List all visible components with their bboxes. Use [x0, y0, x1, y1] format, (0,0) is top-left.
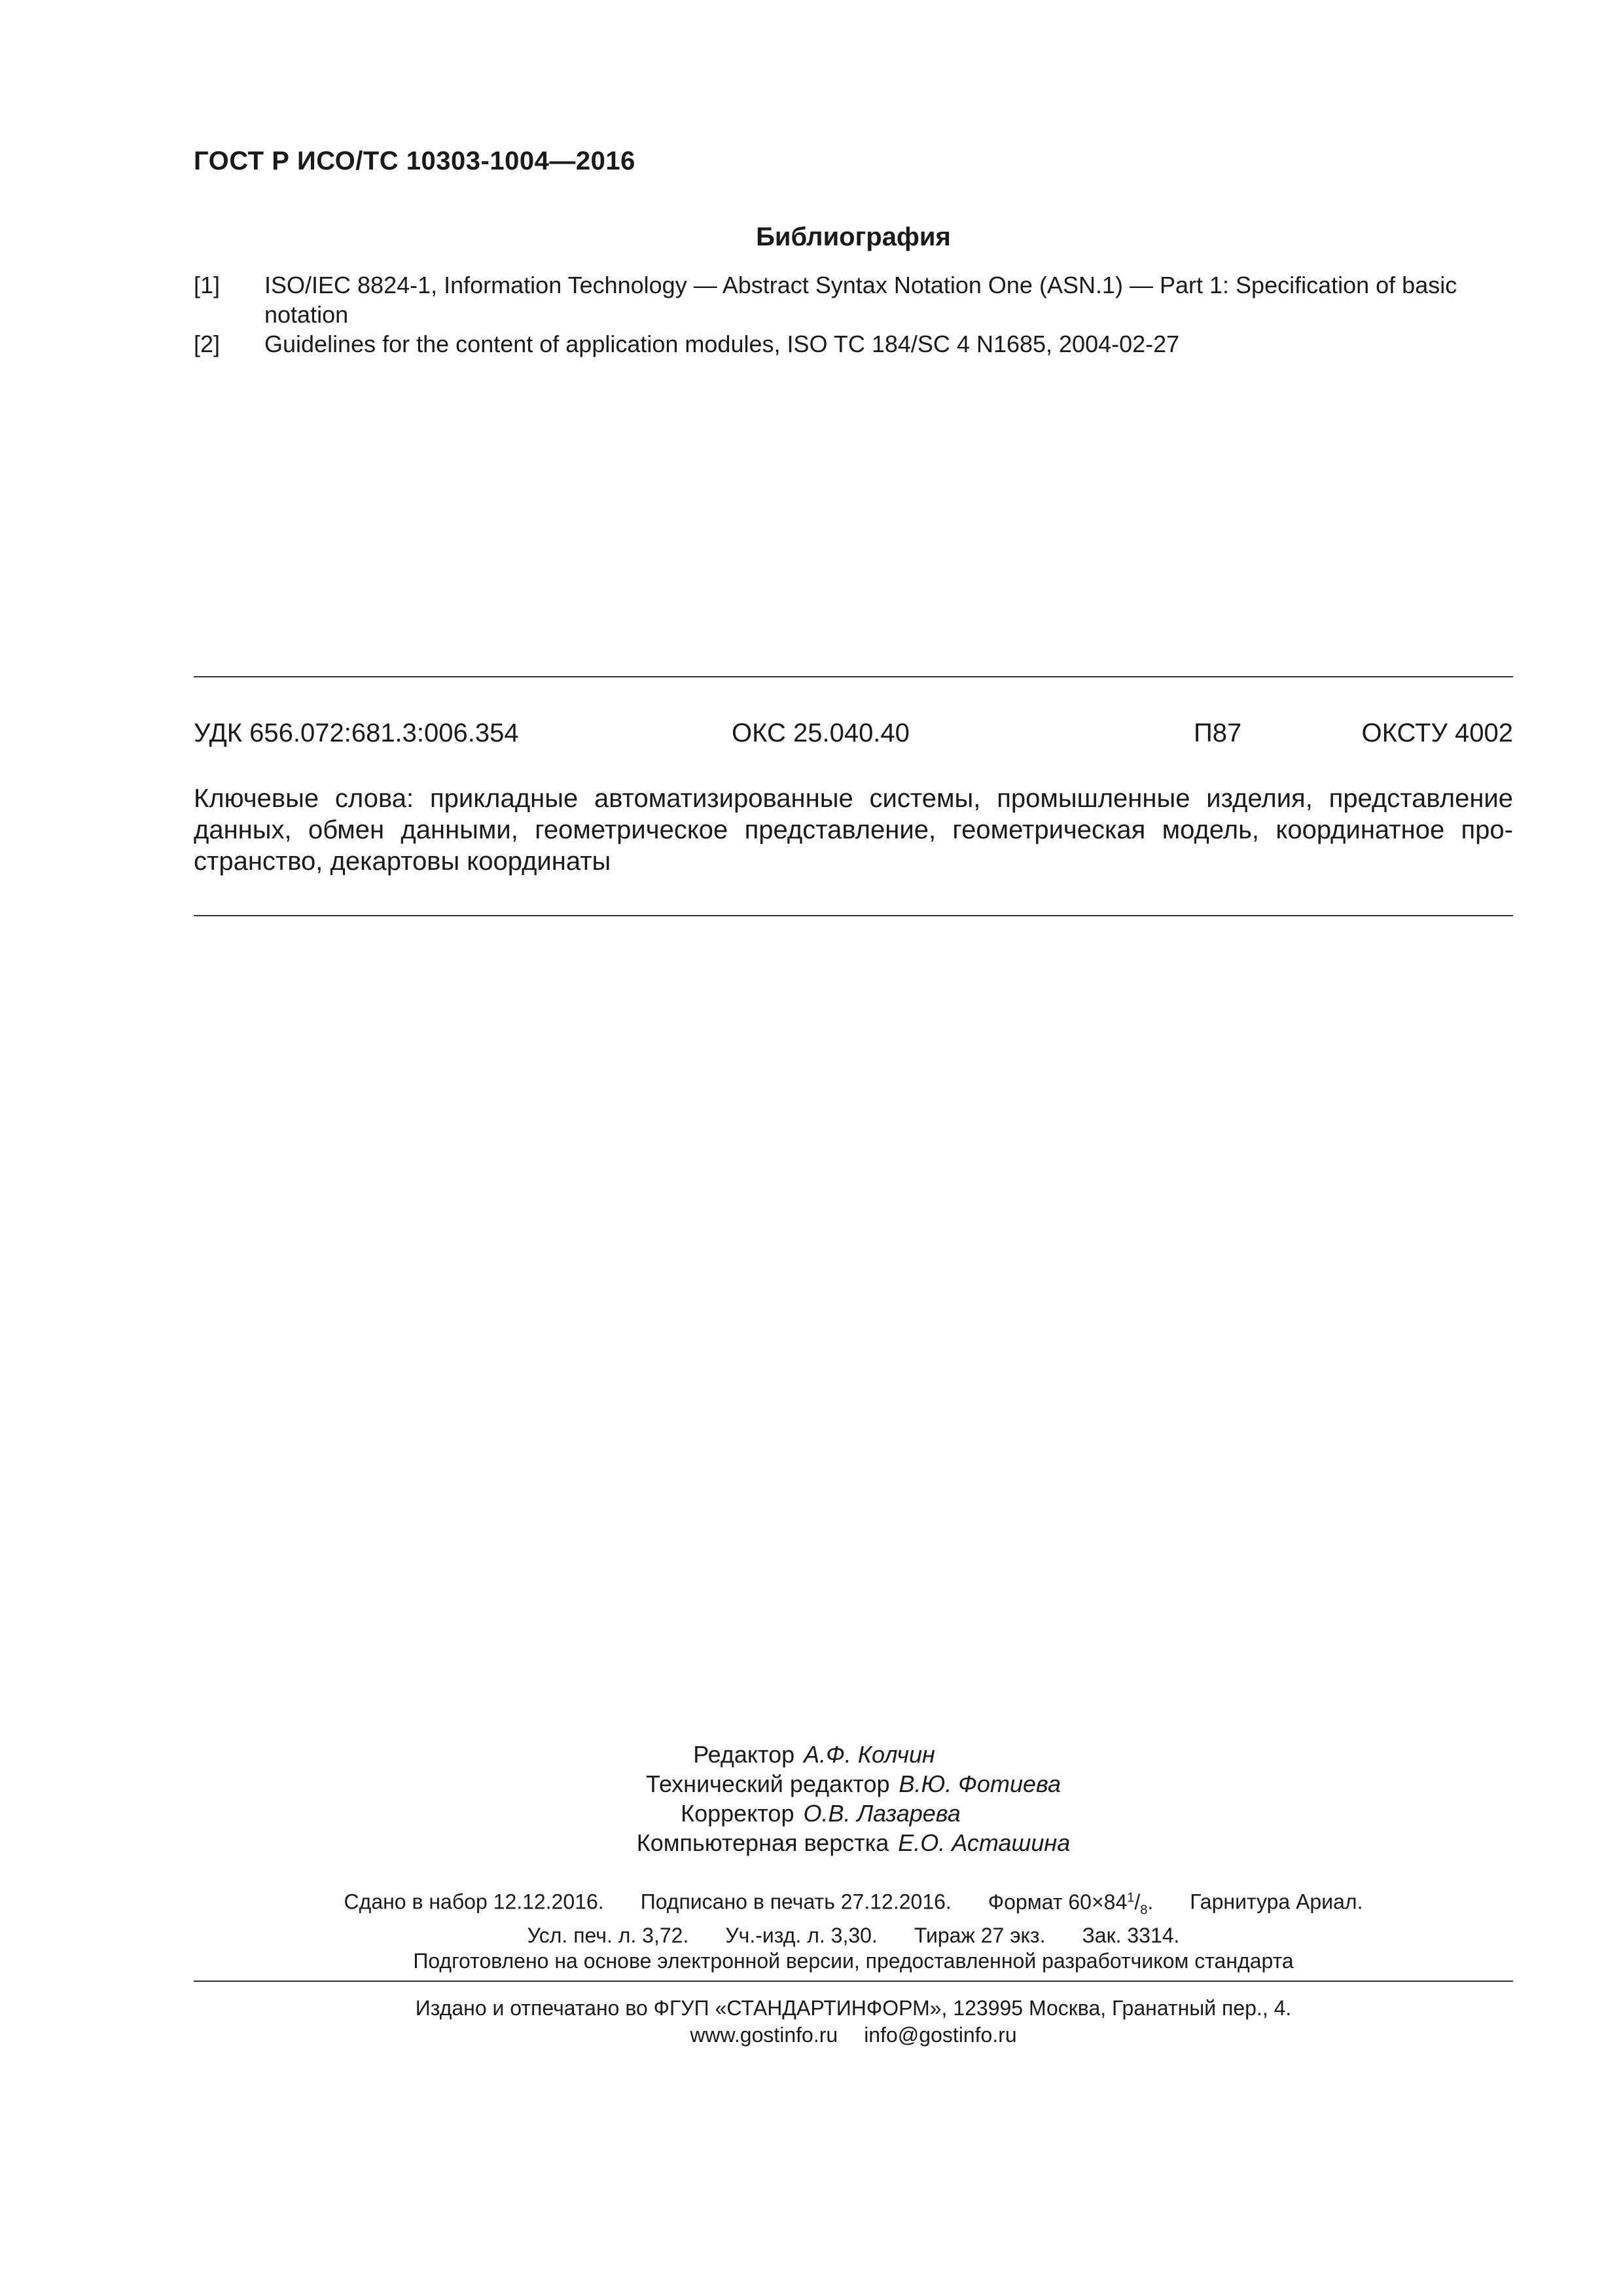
bibliography-item-text: Guidelines for the content of application modules, ISO TC 184/SC 4 N1685, 2004-02-27: [264, 331, 1180, 357]
divider-top: [194, 676, 1513, 677]
typeset-date: Сдано в набор 12.12.2016.: [344, 1890, 604, 1914]
publisher-contacts: [194, 2022, 1513, 2049]
group-code: П87: [1194, 719, 1242, 747]
okstu-code: ОКСТУ 4002: [1361, 719, 1513, 747]
publisher-address: Издано и отпечатано во ФГУП «СТАНДАРТИНФОРМ», 123995 Москва, Гранатный пер., 4.: [415, 1996, 1292, 2020]
staff-role: Компьютерная верстка: [636, 1829, 889, 1856]
document-header: ГОСТ Р ИСО/ТС 10303-1004—2016: [194, 147, 635, 175]
bibliography-item: [194, 329, 1513, 359]
imprint-line-2: [194, 1923, 1513, 1948]
staff-line-editor: [115, 1740, 1513, 1769]
staff-line-layout: [194, 1828, 1513, 1857]
staff-credits: [194, 1740, 1513, 1857]
publisher-email: info@gostinfo.ru: [864, 2023, 1017, 2047]
bibliography-list: [194, 270, 1513, 359]
staff-person: О.В. Лазарева: [803, 1800, 961, 1827]
typeface: Гарнитура Ариал.: [1190, 1890, 1363, 1914]
staff-role: Редактор: [693, 1741, 795, 1768]
staff-person: А.Ф. Колчин: [804, 1741, 935, 1768]
paper-format: Формат $60\times 84^1/_8$.: [988, 1890, 1154, 1918]
bibliography-item-text: ISO/IEC 8824-1, Information Technology — Abstract Syntax Notation One (ASN.1) — Part 1: Specification of basic notation: [264, 272, 1457, 328]
staff-person: В.Ю. Фотиева: [899, 1770, 1061, 1797]
bibliography-item-number: [2]: [194, 331, 221, 357]
bibliography-item: [194, 270, 1513, 329]
divider-bottom: [194, 1981, 1513, 1982]
imprint-block: [194, 1885, 1513, 1974]
signed-date: Подписано в печать 27.12.2016.: [640, 1890, 952, 1914]
staff-line-corrector: [128, 1799, 1513, 1828]
keywords-paragraph: Ключевые слова: прикладные автоматизированные системы, промышленные изделия, представление данных, обмен данными, геометрическое представление, геометрическая модель, координатное пространство, декартовы координаты: [194, 784, 1513, 876]
staff-person: Е.О. Асташина: [898, 1829, 1071, 1856]
imprint-line-1: [194, 1885, 1513, 1923]
classification-row: [194, 719, 1513, 750]
divider-middle: [194, 915, 1513, 916]
order-number: Зак. 3314.: [1082, 1924, 1180, 1948]
staff-role: Технический редактор: [645, 1770, 890, 1797]
print-sheets: Усл. печ. л. 3,72.: [527, 1924, 689, 1948]
imprint-prepared-note: Подготовлено на основе электронной версии, предоставленной разработчиком стандарта: [413, 1949, 1294, 1973]
oks-code: ОКС 25.040.40: [732, 719, 910, 747]
staff-role: Корректор: [681, 1800, 794, 1827]
bibliography-item-number: [1]: [194, 272, 221, 298]
print-run: Тираж 27 экз.: [914, 1924, 1046, 1948]
udk-code: УДК 656.072:681.3:006.354: [194, 719, 519, 747]
publisher-website: www.gostinfo.ru: [690, 2023, 838, 2047]
staff-line-tech-editor: [194, 1769, 1513, 1799]
publisher-block: [194, 1995, 1513, 2049]
publication-sheets: Уч.-изд. л. 3,30.: [725, 1924, 878, 1948]
bibliography-title: Библиография: [756, 223, 951, 251]
